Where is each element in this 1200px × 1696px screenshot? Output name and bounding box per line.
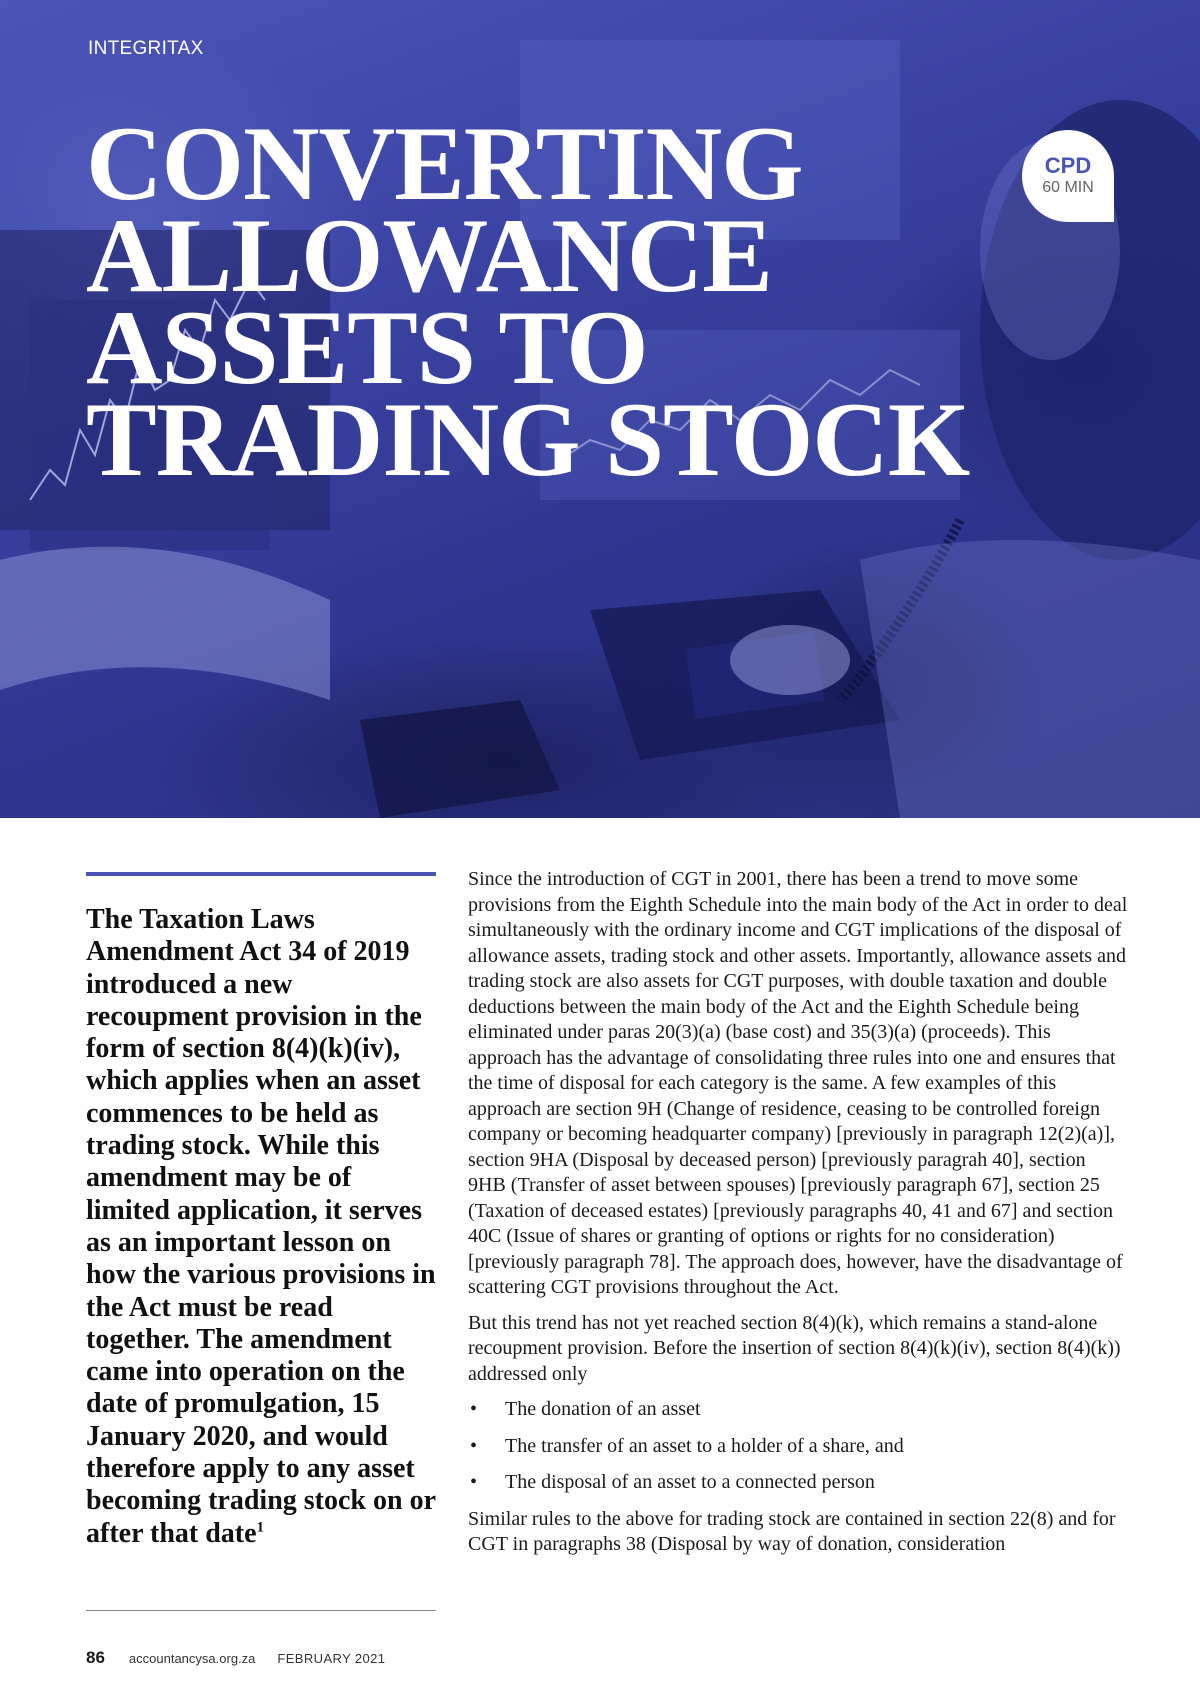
- body-paragraph: But this trend has not yet reached section 8(4)(k), which remains a stand-alone recoupment provision. Before the insertion of section 8(4)(k)(iv), section 8(4)(k)) addressed only: [468, 1311, 1121, 1385]
- website-link[interactable]: accountancysa.org.za: [128, 1651, 256, 1666]
- cpd-badge: [1022, 130, 1114, 222]
- bullet-icon: •: [470, 1471, 478, 1493]
- intro-top-rule: [86, 872, 436, 876]
- bullet-icon: •: [470, 1398, 478, 1420]
- page-number: 86: [86, 1648, 105, 1667]
- title-line: CONVERTING: [86, 105, 803, 222]
- page-footer: [86, 1648, 385, 1668]
- hero-banner: [0, 0, 1200, 818]
- body-paragraph: Since the introduction of CGT in 2001, there has been a trend to move some provisions from the Eighth Schedule into the main body of the Act in order to deal simultaneously with the ordinary income and CGT implications of the disposal of allowance assets, trading stock and other assets. Importantly, allowance assets and trading stock are also assets for CGT purposes, with double taxation and double deductions between the main body of the Act and the Eighth Schedule being eliminated under paras 20(3)(a) (base cost) and 35(3)(a) (proceeds). This approach has the advantage of consolidating three rules into one and ensures that the time of disposal for each category is the same. A few examples of this approach are section 9H (Change of residence, ceasing to be controlled foreign company or becoming headquarter company) [previously in paragraph 12(2)(a)], section 9HA (Disposal by deceased person) [previously paragrah 40], section 9HB (Transfer of asset between spouses) [previously paragraph 67], section 25 (Taxation of deceased estates) [previously paragraphs 40, 41 and 67] and section 40C (Issue of shares or granting of options or rights for no consideration) [previously paragraph 78]. The approach does, however, have the disadvantage of scattering CGT provisions throughout the Act.: [468, 868, 1128, 1298]
- cpd-duration: 60 MIN: [1042, 179, 1094, 196]
- bullet-icon: •: [470, 1434, 478, 1457]
- intro-bottom-rule: [86, 1610, 436, 1611]
- issue-date: FEBRUARY 2021: [277, 1651, 386, 1666]
- section-kicker: INTEGRITAX: [88, 38, 204, 59]
- list-item-text: The disposal of an asset to a connected person: [505, 1471, 875, 1493]
- title-line: ALLOWANCE: [86, 197, 773, 314]
- list-item-text: The transfer of an asset to a holder of a share, and: [505, 1434, 904, 1457]
- cpd-label: CPD: [1044, 153, 1092, 178]
- intro-standfirst: [86, 904, 438, 1550]
- article-title: [86, 105, 1006, 498]
- list-item: [468, 1434, 1128, 1460]
- list-item: [468, 1397, 1128, 1423]
- body-paragraph: Similar rules to the above for trading stock are contained in section 22(8) and for CGT in paragraphs 38 (Disposal by way of donation, consideration: [468, 1507, 1116, 1555]
- intro-text: The Taxation Laws Amendment Act 34 of 2019 introduced a new recoupment provision in the form of section 8(4)(k)(iv), which applies when an asset commences to be held as trading stock. While this amendment may be of limited application, it serves as an important lesson on how the various provisions in the Act must be read together. The amendment came into operation on the date of promulgation, 15 January 2020, and would therefore apply to any asset becoming trading stock on or after that date: [86, 904, 436, 1549]
- article-body: [468, 867, 1128, 1568]
- title-line: ASSETS TO: [86, 289, 648, 406]
- footnote-reference: 1: [256, 1519, 265, 1536]
- list-item: [468, 1470, 1128, 1496]
- list-item-text: The donation of an asset: [505, 1398, 701, 1420]
- bullet-list: [468, 1397, 1128, 1496]
- title-line: TRADING STOCK: [86, 381, 970, 498]
